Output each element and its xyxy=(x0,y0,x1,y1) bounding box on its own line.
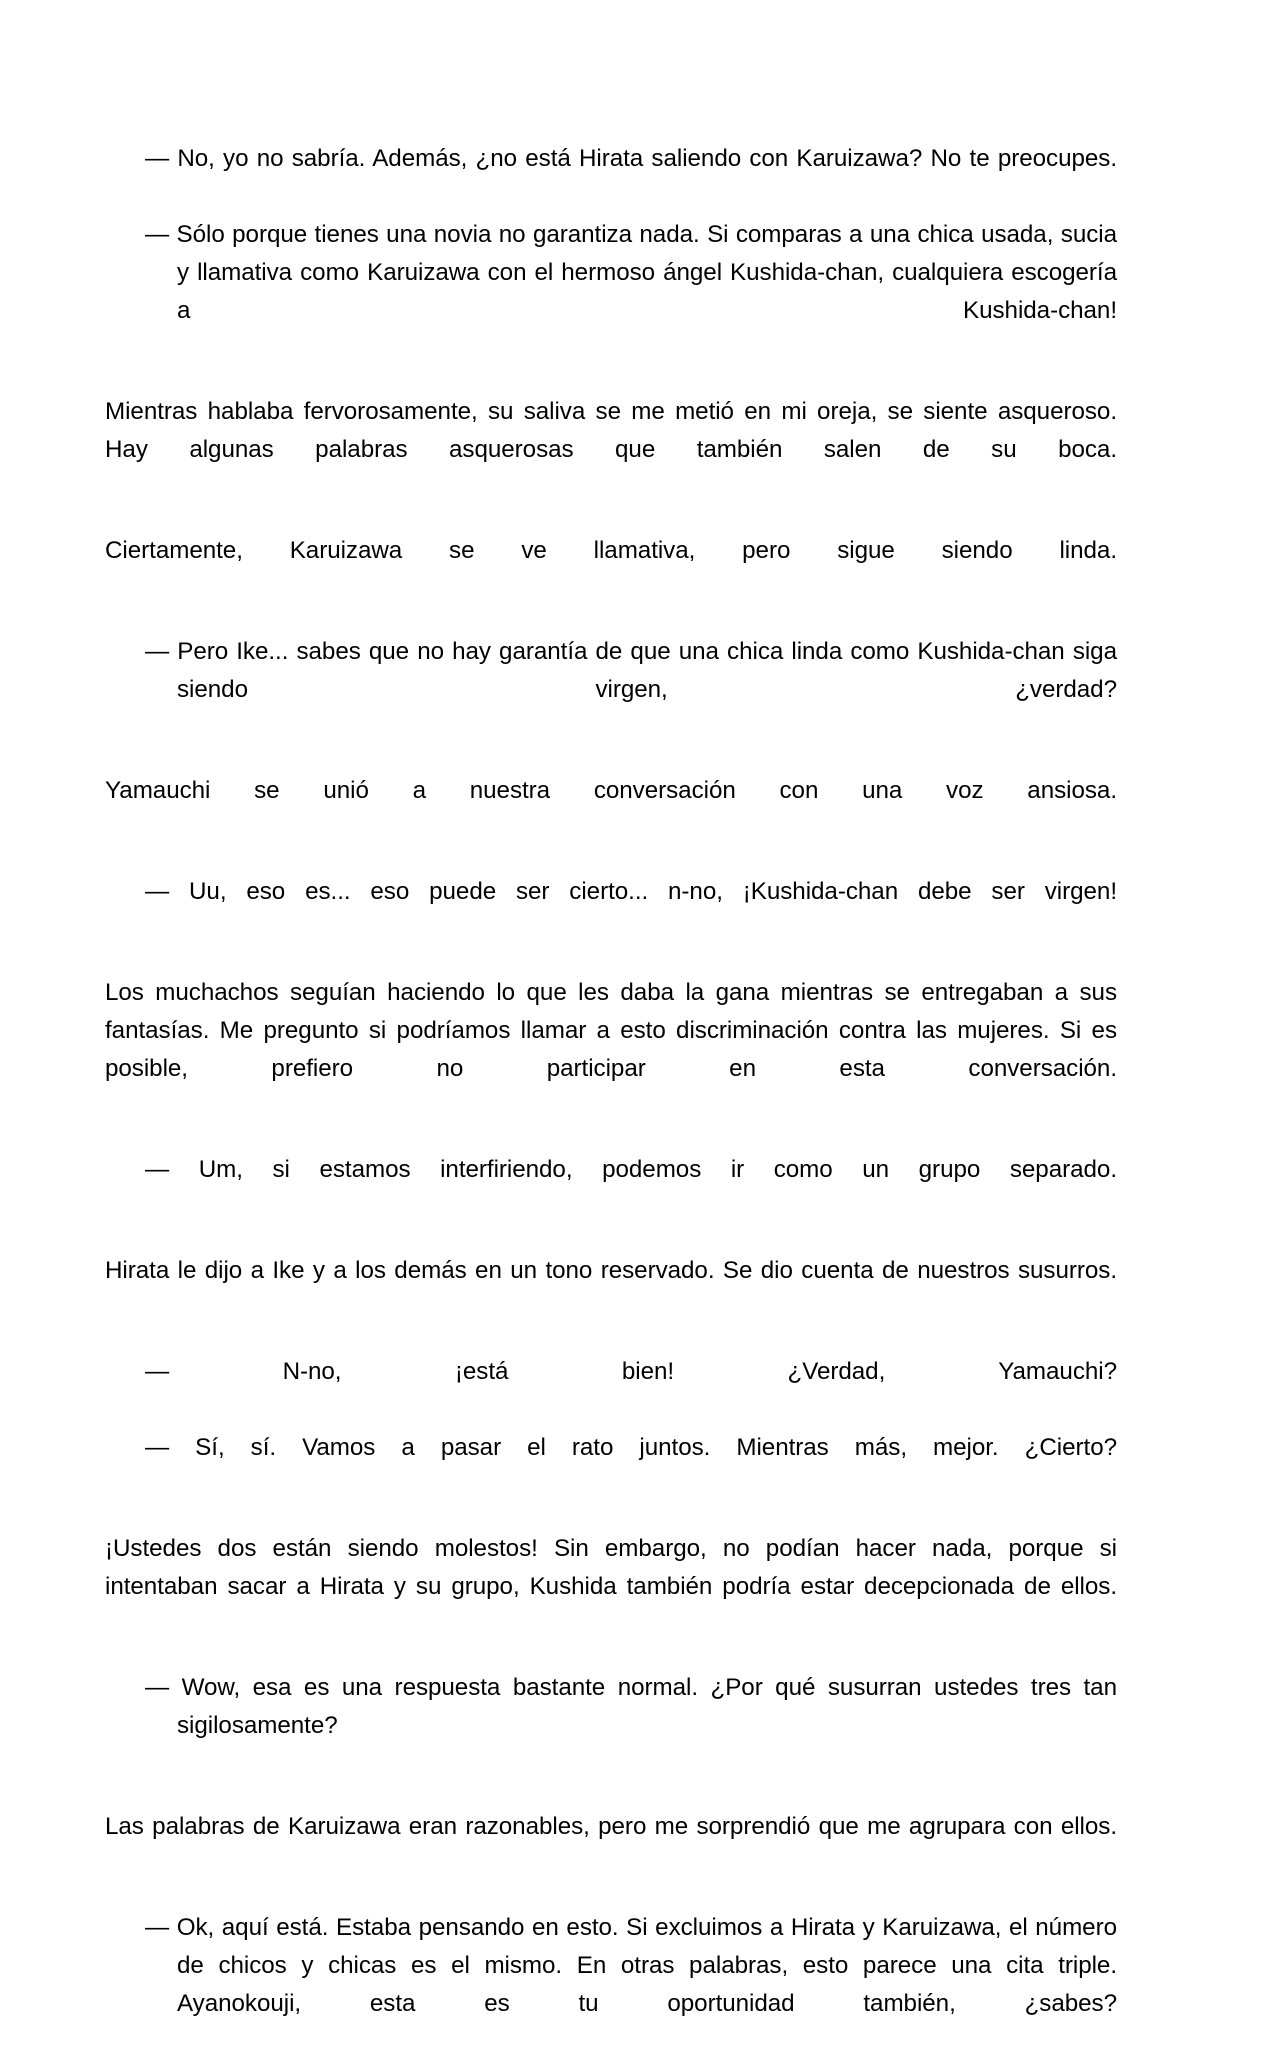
dialogue-group xyxy=(105,1151,1117,1227)
dialogue-line: — Wow, esa es una respuesta bastante normal. ¿Por qué susurran ustedes tres tan sigilosamente? xyxy=(145,1674,1117,1739)
document-body xyxy=(105,140,1117,2061)
dialogue-line: — Sólo porque tienes una novia no garantiza nada. Si comparas a una chica usada, sucia y llamativa como Karuizawa con el hermoso ángel Kushida-chan, cualquiera escogería a Kushida-chan! xyxy=(145,221,1117,324)
dialogue-line: — Sí, sí. Vamos a pasar el rato juntos. Mientras más, mejor. ¿Cierto? xyxy=(145,1434,1117,1461)
dialogue-group xyxy=(105,140,1117,368)
dialogue-group xyxy=(105,1909,1117,2061)
dialogue-line: — Pero Ike... sabes que no hay garantía de que una chica linda como Kushida-chan siga siendo virgen, ¿verdad? xyxy=(145,638,1117,703)
body-paragraph: Mientras hablaba fervorosamente, su saliva se me metió en mi oreja, se siente asqueroso. Hay algunas palabras asquerosas que también salen de su boca. xyxy=(105,398,1117,463)
dialogue-group xyxy=(105,1353,1117,1505)
body-paragraph: Hirata le dijo a Ike y a los demás en un tono reservado. Se dio cuenta de nuestros susurros. xyxy=(105,1257,1117,1284)
body-paragraph: Yamauchi se unió a nuestra conversación con una voz ansiosa. xyxy=(105,777,1117,804)
dialogue-group xyxy=(105,873,1117,949)
dialogue-line: — Ok, aquí está. Estaba pensando en esto. Si excluimos a Hirata y Karuizawa, el número de chicos y chicas es el mismo. En otras palabras, esto parece una cita triple. Ayanokouji, esta es tu oportunidad también, ¿sabes? xyxy=(145,1914,1117,2017)
dialogue-line: — Um, si estamos interfiriendo, podemos ir como un grupo separado. xyxy=(145,1156,1117,1183)
dialogue-line: — N-no, ¡está bien! ¿Verdad, Yamauchi? xyxy=(145,1358,1117,1385)
dialogue-group xyxy=(105,633,1117,747)
dialogue-line: — Uu, eso es... eso puede ser cierto... n-no, ¡Kushida-chan debe ser virgen! xyxy=(145,878,1117,905)
dialogue-line: — No, yo no sabría. Además, ¿no está Hirata saliendo con Karuizawa? No te preocupes. xyxy=(145,145,1117,172)
body-paragraph: Ciertamente, Karuizawa se ve llamativa, pero sigue siendo linda. xyxy=(105,537,1117,564)
body-paragraph: Las palabras de Karuizawa eran razonables, pero me sorprendió que me agrupara con ellos. xyxy=(105,1813,1117,1840)
body-paragraph: Los muchachos seguían haciendo lo que les daba la gana mientras se entregaban a sus fantasías. Me pregunto si podríamos llamar a esto discriminación contra las mujeres. Si es posible, prefiero no participar en esta conversación. xyxy=(105,979,1117,1082)
dialogue-group xyxy=(105,1669,1117,1783)
body-paragraph: ¡Ustedes dos están siendo molestos! Sin embargo, no podían hacer nada, porque si intentaban sacar a Hirata y su grupo, Kushida también podría estar decepcionada de ellos. xyxy=(105,1535,1117,1600)
